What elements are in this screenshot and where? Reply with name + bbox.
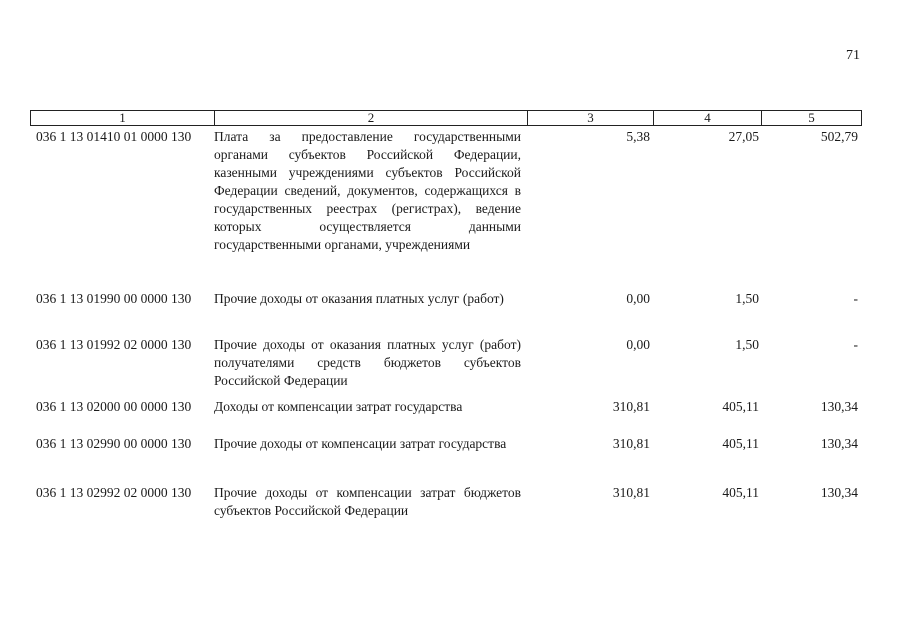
row-description: Плата за предоставление государственными органами субъектов Российской Федерации, казенными учреждениями субъектов Российской Федерации сведений, документов, содержащихся в государственных реестрах (регистрах), ведение которых осуществляется данными государственными органами, учреждениями [214,129,521,252]
row-col4: 405,11 [722,436,759,451]
row-code: 036 1 13 01990 00 0000 130 [36,291,192,306]
header-col-2: 2 [215,111,528,125]
row-description: Прочие доходы от оказания платных услуг (работ) получателями средств бюджетов субъектов Российской Федерации [214,337,521,388]
row-col5: 130,34 [820,399,858,414]
row-code: 036 1 13 02000 00 0000 130 [36,399,192,414]
page-number: 71 [846,48,860,63]
row-code: 036 1 13 01992 02 0000 130 [36,337,192,352]
header-col-1: 1 [31,111,215,125]
row-col4: 405,11 [722,399,759,414]
row-description: Прочие доходы от компенсации затрат государства [214,436,507,451]
row-col4: 27,05 [728,129,759,144]
row-col3: 310,81 [612,436,650,451]
row-description: Прочие доходы от компенсации затрат бюджетов субъектов Российской Федерации [214,485,521,518]
table-header [30,110,862,126]
row-col5: 130,34 [820,485,858,500]
row-code: 036 1 13 01410 01 0000 130 [36,129,192,144]
row-col3: 5,38 [626,129,650,144]
header-col-4: 4 [654,111,762,125]
row-description: Доходы от компенсации затрат государства [214,399,463,414]
row-col4: 1,50 [735,337,759,352]
row-col3: 0,00 [626,337,650,352]
row-col3: 310,81 [612,485,650,500]
row-description: Прочие доходы от оказания платных услуг (работ) [214,291,504,306]
row-code: 036 1 13 02990 00 0000 130 [36,436,192,451]
header-col-3: 3 [528,111,654,125]
row-col4: 1,50 [735,291,759,306]
row-col3: 310,81 [612,399,650,414]
row-col5: - [853,337,858,352]
header-col-5: 5 [808,110,815,125]
row-col5: - [853,291,858,306]
row-code: 036 1 13 02992 02 0000 130 [36,485,192,500]
row-col3: 0,00 [626,291,650,306]
row-col5: 130,34 [820,436,858,451]
row-col4: 405,11 [722,485,759,500]
row-col5: 502,79 [820,129,858,144]
